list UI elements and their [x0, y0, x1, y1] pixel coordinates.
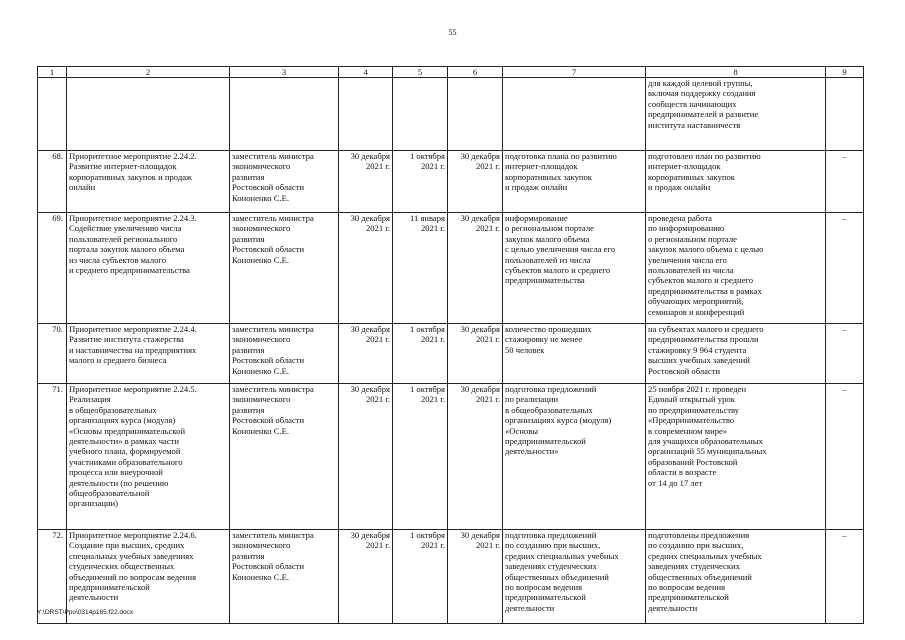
col-header-3: 3 [230, 67, 339, 78]
row-number: 69. [38, 213, 67, 324]
start-date: 11 января 2021 г. [393, 213, 448, 324]
end-date: 30 декабря 2021 г. [448, 151, 503, 213]
actual-result: подготовлен план по развитию интернет-площадок корпоративных закупок и продаж онлайн [646, 151, 826, 213]
planned-date: 30 декабря 2021 г. [339, 213, 393, 324]
col-header-5: 5 [393, 67, 448, 78]
note: – [826, 384, 864, 530]
col-header-9: 9 [826, 67, 864, 78]
measure-name: Приоритетное мероприятие 2.24.4. Развитие института стажерства и наставничества на предприятиях малого и среднего бизнеса [67, 324, 230, 384]
planned-date: 30 декабря 2021 г. [339, 530, 393, 624]
note: – [826, 151, 864, 213]
measure-name: Приоритетное мероприятие 2.24.6. Создание при высших, средних специальных учебных заведениях студенческих общественных объединений по вопросам ведения предпринимательской деятельности [67, 530, 230, 624]
actual-result: проведена работа по информированию о региональном портале закупок малого объема с целью увеличения числа его пользователей из числа субъектов малого и среднего предпринимательства в рамках обучающих мероприятий, семинаров и конференций [646, 213, 826, 324]
end-date: 30 декабря 2021 г. [448, 213, 503, 324]
actual-result: подготовлены предложения по созданию при высших, средних специальных учебных заведениях студенческих общественных объединений по вопросам ведения предпринимательской деятельности [646, 530, 826, 624]
responsible-person: заместитель министра экономического развития Ростовской области Кононенко С.Е. [230, 151, 339, 213]
planned-result: подготовка плана по развитию интернет-площадок корпоративных закупок и продаж онлайн [503, 151, 646, 213]
row-number: 68. [38, 151, 67, 213]
note: – [826, 324, 864, 384]
start-date: 1 октября 2021 г. [393, 151, 448, 213]
row-number: 72. [38, 530, 67, 624]
measure-name: Приоритетное мероприятие 2.24.3. Содействие увеличению числа пользователей регионального портала закупок малого объема из числа субъектов малого и среднего предпринимательства [67, 213, 230, 324]
column-number-row [38, 67, 864, 78]
measure-name: Приоритетное мероприятие 2.24.2. Развитие интернет-площадок корпоративных закупок и продаж онлайн [67, 151, 230, 213]
end-date: 30 декабря 2021 г. [448, 384, 503, 530]
page-number: 55 [448, 28, 457, 37]
measures-table [37, 66, 864, 624]
start-date: 1 октября 2021 г. [393, 384, 448, 530]
table-row [38, 324, 864, 384]
planned-date: 30 декабря 2021 г. [339, 384, 393, 530]
continuation-actual-result: для каждой целевой группы, включая поддержку создания сообществ начинающих предпринимателей и развитие института наставничеств [646, 78, 826, 151]
note: – [826, 530, 864, 624]
planned-date: 30 декабря 2021 г. [339, 324, 393, 384]
table-body [38, 67, 864, 624]
file-path-footer: Y:\ORST\Ppo\0314p165.f22.docx [37, 609, 134, 616]
end-date: 30 декабря 2021 г. [448, 324, 503, 384]
planned-result: информирование о региональном портале закупок малого объема с целью увеличения числа его пользователей из числа субъектов малого и среднего предпринимательства [503, 213, 646, 324]
planned-result: количество прошедших стажировку не менее 50 человек [503, 324, 646, 384]
table-row [38, 530, 864, 624]
col-header-8: 8 [646, 67, 826, 78]
planned-result: подготовка предложений по созданию при высших, средних специальных учебных заведениях студенческих общественных объединений по вопросам ведения предпринимательской деятельности [503, 530, 646, 624]
responsible-person: заместитель министра экономического развития Ростовской области Кононенко С.Е. [230, 384, 339, 530]
continuation-row [38, 78, 864, 151]
responsible-person: заместитель министра экономического развития Ростовской области Кононенко С.Е. [230, 530, 339, 624]
table-row [38, 384, 864, 530]
col-header-2: 2 [67, 67, 230, 78]
note: – [826, 213, 864, 324]
planned-date: 30 декабря 2021 г. [339, 151, 393, 213]
actual-result: на субъектах малого и среднего предпринимательства прошли стажировку 9 964 студента высших учебных заведений Ростовской области [646, 324, 826, 384]
start-date: 1 октября 2021 г. [393, 324, 448, 384]
table-row [38, 213, 864, 324]
responsible-person: заместитель министра экономического развития Ростовской области Кононенко С.Е. [230, 324, 339, 384]
col-header-7: 7 [503, 67, 646, 78]
table-row [38, 151, 864, 213]
responsible-person: заместитель министра экономического развития Ростовской области Кононенко С.Е. [230, 213, 339, 324]
row-number: 70. [38, 324, 67, 384]
end-date: 30 декабря 2021 г. [448, 530, 503, 624]
row-number: 71. [38, 384, 67, 530]
col-header-4: 4 [339, 67, 393, 78]
col-header-1: 1 [38, 67, 67, 78]
measure-name: Приоритетное мероприятие 2.24.5. Реализация в общеобразовательных организациях курса (модуля) «Основы предпринимательской деятельности» в рамках части учебного плана, формируемой участниками образовательного процесса или внеурочной деятельности (по решению общеобразовательной организации) [67, 384, 230, 530]
start-date: 1 октября 2021 г. [393, 530, 448, 624]
col-header-6: 6 [448, 67, 503, 78]
planned-result: подготовка предложений по реализации в общеобразовательных организациях курса (модуля) «Основы предпринимательской деятельности» [503, 384, 646, 530]
actual-result: 25 ноября 2021 г. проведен Единый открытый урок по предпринимательству «Предпринимательство в современном мире» для учащихся образовательных организаций 55 муниципальных образований Ростовской области в возрасте от 14 до 17 лет [646, 384, 826, 530]
